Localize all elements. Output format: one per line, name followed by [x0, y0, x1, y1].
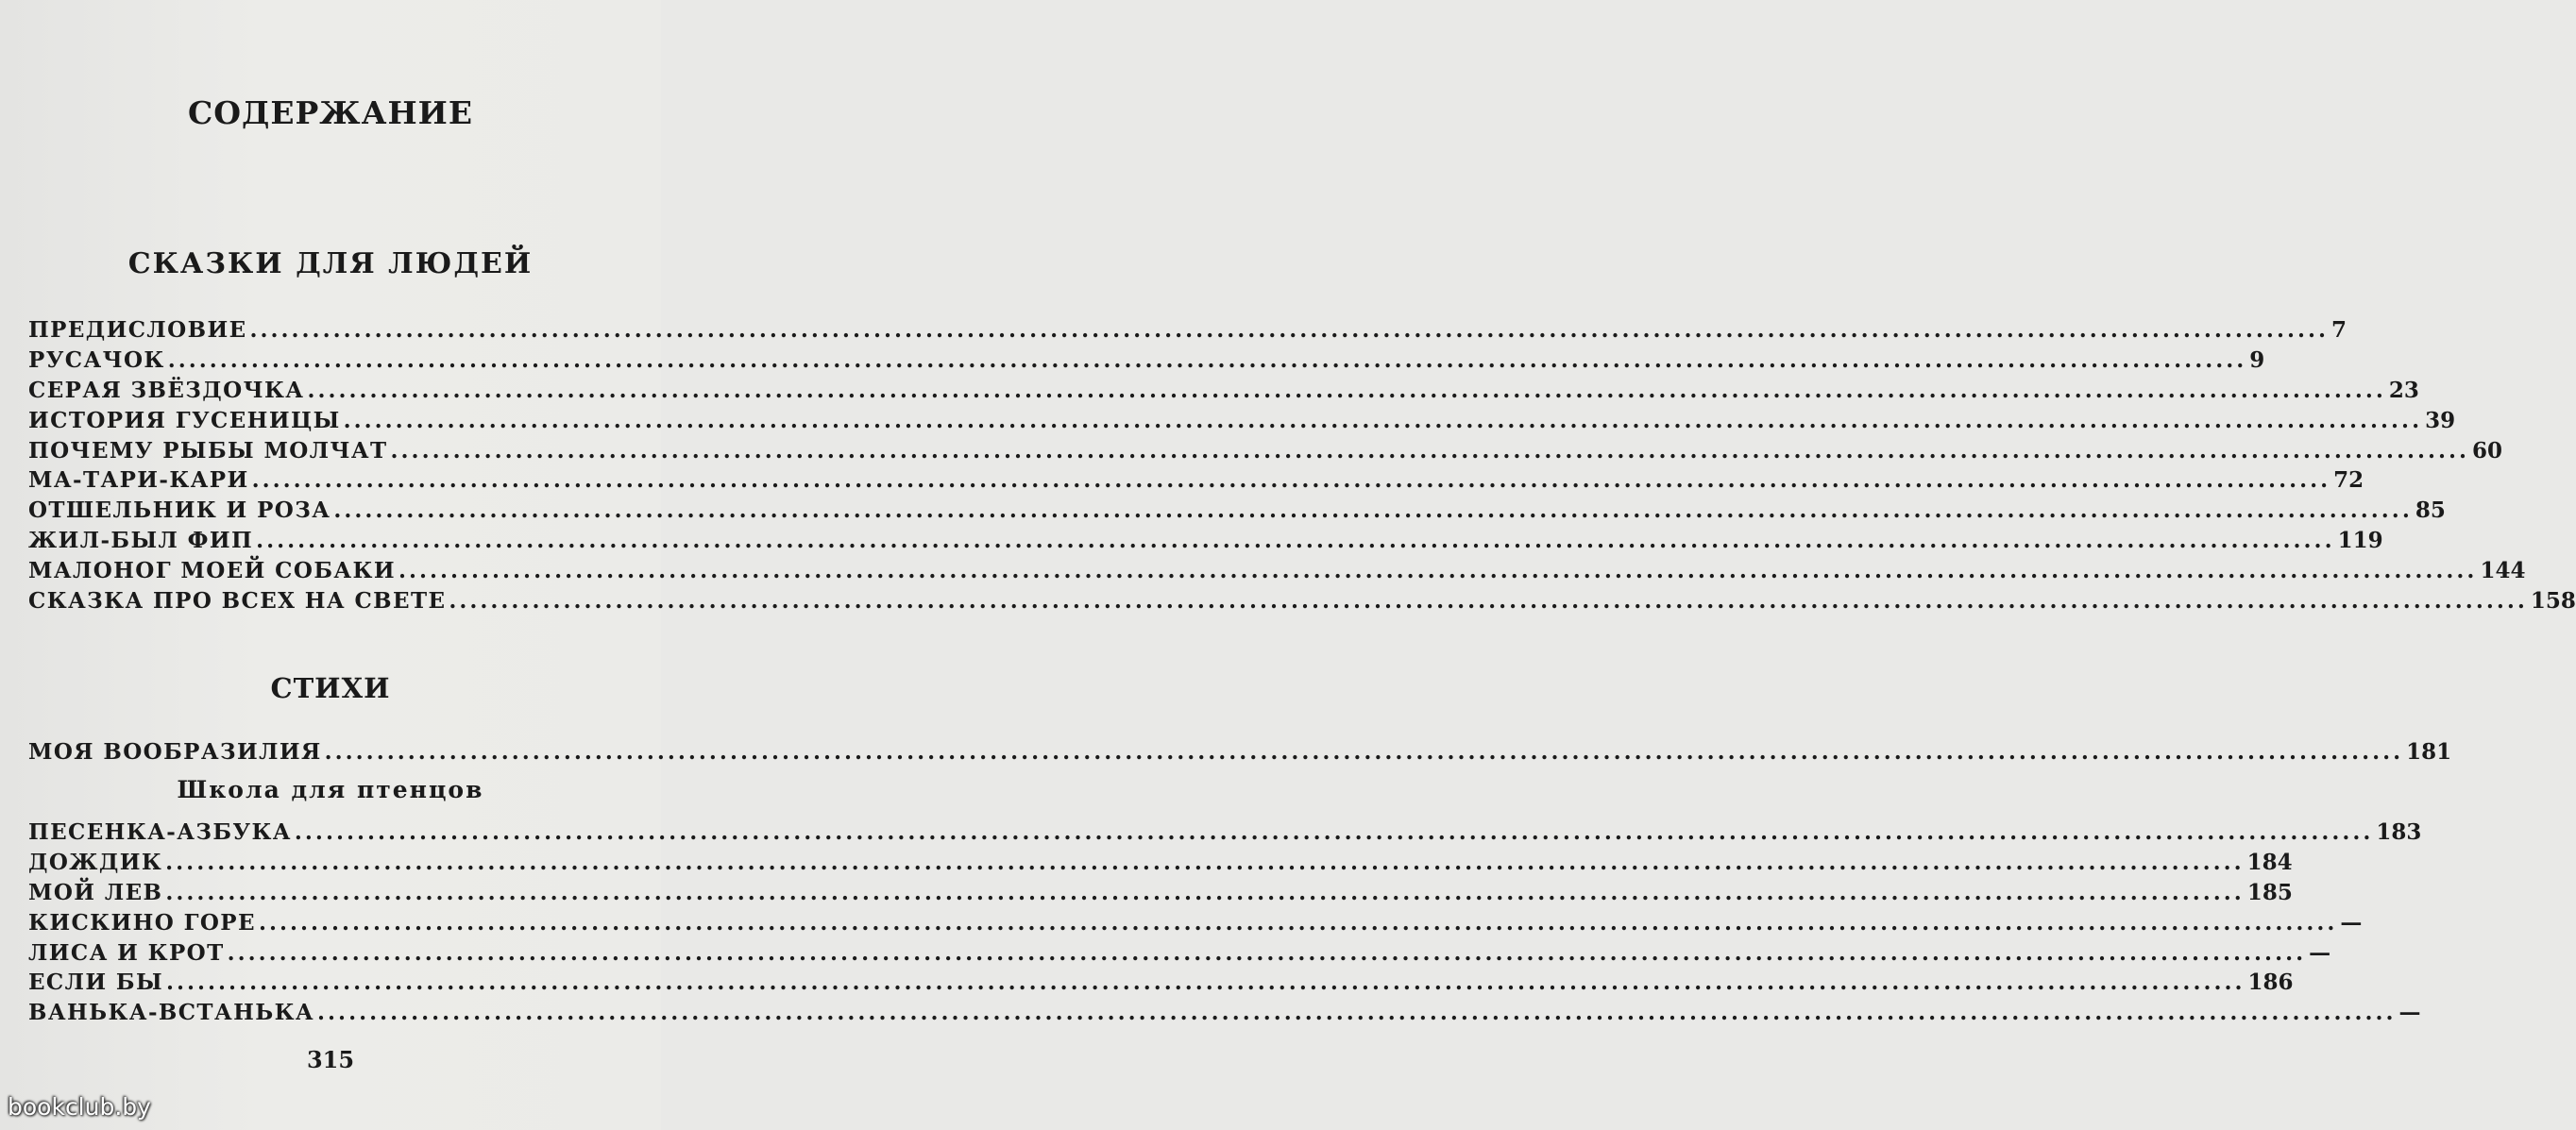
toc-entry-title: МОЯ ВООБРАЗИЛИЯ — [28, 739, 322, 765]
toc-leader-dots: ........................................................................................................................................................................................................ — [249, 317, 2329, 343]
toc-entry-title: КИСКИНО ГОРЕ — [28, 909, 256, 936]
toc-entry-title: СКАЗКА ПРО ВСЕХ НА СВЕТЕ — [28, 588, 447, 615]
toc-entry — [28, 819, 2422, 850]
toc-entry — [28, 317, 2347, 347]
toc-entry-page: — — [2398, 1000, 2421, 1026]
toc-list-tales — [28, 317, 2576, 618]
toc-entry-page: 186 — [2247, 970, 2294, 996]
toc-entry-title: РУСАЧОК — [28, 346, 165, 373]
toc-entry — [28, 346, 2265, 378]
toc-leader-dots: ........................................................................................................................................................................................................ — [317, 1000, 2397, 1026]
toc-entry-title: ПОЧЕМУ РЫБЫ МОЛЧАТ — [28, 437, 388, 464]
page-number: 315 — [306, 1046, 355, 1073]
toc-entry-page: 85 — [2415, 498, 2446, 524]
toc-entry-title: СЕРАЯ ЗВЁЗДОЧКА — [28, 377, 305, 403]
toc-entry — [28, 437, 2503, 468]
toc-entry-title: ПРЕДИСЛОВИЕ — [28, 317, 247, 343]
toc-leader-dots: ........................................................................................................................................................................................................ — [167, 346, 2247, 373]
toc-entry — [28, 939, 2331, 970]
toc-entry-title: МАЛОНОГ МОЕЙ СОБАКИ — [28, 558, 396, 584]
toc-entry-page: 158 — [2530, 588, 2576, 615]
toc-entry — [28, 407, 2456, 438]
toc-leader-dots: ........................................................................................................................................................................................................ — [258, 909, 2338, 936]
toc-entry — [28, 739, 2452, 769]
toc-entry-page: 181 — [2406, 739, 2452, 765]
toc-entry-title: ЕСЛИ БЫ — [28, 970, 164, 996]
toc-entry-page: 7 — [2330, 317, 2347, 343]
toc-leader-dots: ........................................................................................................................................................................................................ — [343, 407, 2423, 433]
toc-entry-page: 185 — [2246, 879, 2293, 905]
toc-entry-page: 119 — [2337, 528, 2383, 554]
toc-entry-title: ОТШЕЛЬНИК И РОЗА — [28, 498, 331, 524]
toc-entry-page: — — [2309, 939, 2331, 966]
toc-entry-title: МА-ТАРИ-КАРИ — [28, 467, 249, 494]
toc-entry — [28, 849, 2293, 880]
toc-entry — [28, 588, 2576, 618]
toc-entry — [28, 909, 2363, 940]
toc-entry — [28, 1000, 2421, 1030]
toc-leader-dots: ........................................................................................................................................................................................................ — [165, 849, 2245, 875]
toc-entry — [28, 498, 2446, 528]
toc-entry — [28, 970, 2294, 1000]
toc-entry-title: ПЕСЕНКА-АЗБУКА — [28, 819, 292, 845]
toc-leader-dots: ........................................................................................................................................................................................................ — [333, 498, 2413, 524]
toc-leader-dots: ........................................................................................................................................................................................................ — [251, 467, 2331, 494]
toc-list-poems — [28, 739, 2452, 769]
toc-leader-dots: ........................................................................................................................................................................................................ — [390, 437, 2470, 464]
toc-entry-page: — — [2340, 909, 2363, 936]
toc-entry-title: ИСТОРИЯ ГУСЕНИЦЫ — [28, 407, 341, 433]
toc-entry — [28, 528, 2383, 558]
toc-leader-dots: ........................................................................................................................................................................................................ — [294, 819, 2374, 845]
toc-entry — [28, 879, 2293, 910]
toc-leader-dots: ........................................................................................................................................................................................................ — [166, 970, 2246, 996]
toc-leader-dots: ........................................................................................................................................................................................................ — [256, 528, 2335, 554]
toc-leader-dots: ........................................................................................................................................................................................................ — [227, 939, 2307, 966]
toc-leader-dots: ........................................................................................................................................................................................................ — [307, 377, 2386, 403]
toc-entry-page: 72 — [2333, 467, 2364, 494]
section-heading-school: Школа для птенцов — [177, 776, 484, 803]
toc-entry — [28, 467, 2364, 498]
toc-entry-page: 9 — [2249, 346, 2265, 373]
section-heading-tales: СКАЗКИ ДЛЯ ЛЮДЕЙ — [127, 247, 534, 280]
toc-entry-page: 60 — [2472, 437, 2503, 464]
toc-leader-dots: ........................................................................................................................................................................................................ — [324, 739, 2404, 765]
toc-leader-dots: ........................................................................................................................................................................................................ — [449, 588, 2528, 615]
toc-entry-title: МОЙ ЛЕВ — [28, 879, 163, 905]
section-heading-poems: СТИХИ — [270, 672, 391, 704]
toc-leader-dots: ........................................................................................................................................................................................................ — [398, 558, 2478, 584]
toc-entry-title: ВАНЬКА-ВСТАНЬКА — [28, 1000, 315, 1026]
toc-entry-title: ДОЖДИК — [28, 849, 163, 875]
toc-entry-page: 23 — [2388, 377, 2419, 403]
toc-leader-dots: ........................................................................................................................................................................................................ — [165, 879, 2245, 905]
toc-entry — [28, 377, 2419, 408]
toc-entry — [28, 558, 2526, 588]
toc-list-school — [28, 819, 2422, 1030]
watermark: bookclub.by — [8, 1093, 151, 1121]
toc-entry-page: 144 — [2480, 558, 2526, 584]
toc-entry-page: 184 — [2246, 849, 2293, 875]
toc-entry-title: ЖИЛ-БЫЛ ФИП — [28, 528, 254, 554]
page-title: СОДЕРЖАНИЕ — [187, 94, 473, 131]
toc-entry-page: 183 — [2376, 819, 2422, 845]
toc-entry-title: ЛИСА И КРОТ — [28, 939, 225, 966]
toc-entry-page: 39 — [2425, 407, 2456, 433]
